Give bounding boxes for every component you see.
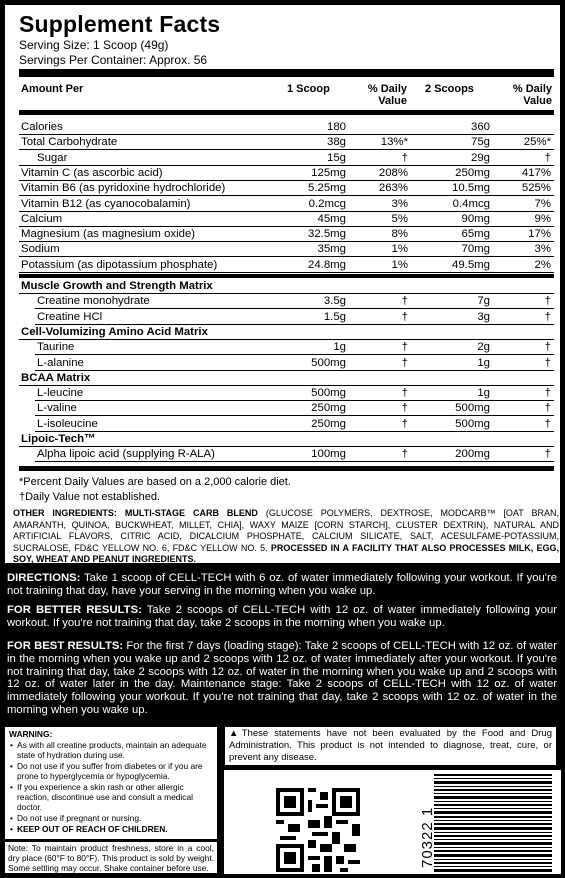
col-dv2-header: % Daily Value xyxy=(512,83,552,107)
dv-2-scoops: † xyxy=(544,448,551,461)
col-two-scoops-header: 2 Scoops xyxy=(425,83,474,95)
amount-1-scoop: 24.8mg xyxy=(308,258,346,271)
dv-2-scoops: 3% xyxy=(534,243,551,256)
dv-2-scoops: † xyxy=(544,151,551,164)
directions-paragraph: DIRECTIONS: Take 1 scoop of CELL-TECH with 6 oz. of water immediately following your workout. If you're not training that day, have your serving in the morning when you wake up. xyxy=(7,572,557,597)
dv-2-scoops: † xyxy=(544,310,551,323)
matrix-ingredient-row xyxy=(19,401,554,416)
nutrient-name: Sugar xyxy=(37,151,68,164)
ingredient-name: Creatine HCl xyxy=(37,310,103,323)
directions-block xyxy=(4,568,561,718)
matrix-ingredient-row xyxy=(19,447,554,462)
amount-1-scoop: 0.2mcg xyxy=(308,197,346,210)
dv-2-scoops: † xyxy=(544,341,551,354)
supplement-facts-panel xyxy=(4,4,561,564)
amount-2-scoops: 90mg xyxy=(461,212,490,225)
warning-title: WARNING: xyxy=(9,729,53,739)
nutrient-name: Calcium xyxy=(21,212,63,225)
dv-2-scoops: † xyxy=(544,295,551,308)
amount-2-scoops: 0.4mcg xyxy=(452,197,490,210)
dv-1-scoop: † xyxy=(401,151,408,164)
nutrient-row xyxy=(19,212,554,227)
dv-1-scoop: † xyxy=(401,417,408,430)
dv-1-scoop: 1% xyxy=(391,258,408,271)
nutrient-name: Potassium (as dipotassium phosphate) xyxy=(21,258,218,271)
amount-2-scoops: 500mg xyxy=(455,417,490,430)
amount-2-scoops: 1g xyxy=(477,387,490,400)
ingredient-name: L-isoleucine xyxy=(37,417,98,430)
top-thick-rule xyxy=(19,69,554,77)
amount-2-scoops: 1g xyxy=(477,356,490,369)
better-results-paragraph: FOR BETTER RESULTS: Take 2 scoops of CELL-TECH with 12 oz. of water immediately following your workout. If you're not training that day, take 2 scoops in the morning when you wake up. xyxy=(7,604,557,629)
amount-1-scoop: 5.25mg xyxy=(308,182,346,195)
nutrient-row xyxy=(19,181,554,196)
dv-2-scoops: 417% xyxy=(521,166,551,179)
serving-size: Serving Size: 1 Scoop (49g) xyxy=(19,38,169,52)
warning-item: • If you experience a skin rash or other allergic reaction, discontinue use and consult a medical doctor. xyxy=(9,782,213,812)
dv-1-scoop: † xyxy=(401,356,408,369)
amount-2-scoops: 200mg xyxy=(455,448,490,461)
amount-1-scoop: 250mg xyxy=(311,402,346,415)
nutrient-row xyxy=(19,227,554,242)
nutrient-name: Vitamin B12 (as cyanocobalamin) xyxy=(21,197,191,210)
amount-1-scoop: 32.5mg xyxy=(308,228,346,241)
qr-code-icon xyxy=(276,788,360,872)
servings-per-container: Servings Per Container: Approx. 56 xyxy=(19,53,208,67)
amount-1-scoop: 1g xyxy=(333,341,346,354)
amount-2-scoops: 500mg xyxy=(455,402,490,415)
matrix-title: Muscle Growth and Strength Matrix xyxy=(19,279,554,294)
dv-1-scoop: † xyxy=(401,310,408,323)
amount-1-scoop: 100mg xyxy=(311,448,346,461)
amount-1-scoop: 500mg xyxy=(311,387,346,400)
nutrient-row xyxy=(19,135,554,150)
matrix-title: Cell-Volumizing Amino Acid Matrix xyxy=(19,325,554,340)
amount-2-scoops: 65mg xyxy=(461,228,490,241)
col-dv1-header: % Daily Value xyxy=(367,83,407,107)
ingredient-name: L-valine xyxy=(37,402,77,415)
amount-2-scoops: 29g xyxy=(470,151,490,164)
amount-1-scoop: 45mg xyxy=(317,212,346,225)
amount-2-scoops: 10.5mg xyxy=(452,182,490,195)
dv-1-scoop: 3% xyxy=(391,197,408,210)
supplement-facts-title: Supplement Facts xyxy=(19,11,221,37)
dv-1-scoop: † xyxy=(401,402,408,415)
matrix-title: BCAA Matrix xyxy=(19,371,554,386)
dv-1-scoop: † xyxy=(401,341,408,354)
warning-box xyxy=(4,726,218,840)
dv-1-scoop: 13%* xyxy=(380,136,408,149)
amount-1-scoop: 3.5g xyxy=(323,295,346,308)
matrix-rule xyxy=(19,274,554,278)
fda-statement: ▲These statements have not been evaluated by the Food and Drug Administration. This product is not intended to diagnose, treat, cure, or prevent any disease. xyxy=(224,726,557,766)
amount-2-scoops: 49.5mg xyxy=(452,258,490,271)
dv-2-scoops: 25%* xyxy=(523,136,551,149)
upc-number: 70322 1 xyxy=(419,806,436,868)
amount-1-scoop: 180 xyxy=(326,121,346,133)
matrix-title: Lipoic-Tech™ xyxy=(19,432,554,447)
footnote-percent: *Percent Daily Values are based on a 2,000 calorie diet. xyxy=(19,476,291,488)
header-rule xyxy=(19,110,554,115)
nutrient-row xyxy=(19,197,554,212)
amount-2-scoops: 7g xyxy=(477,295,490,308)
dv-1-scoop: † xyxy=(401,387,408,400)
nutrient-row xyxy=(19,166,554,181)
ingredient-name: Taurine xyxy=(37,341,75,354)
dv-1-scoop: 1% xyxy=(391,243,408,256)
ingredient-name: L-leucine xyxy=(37,387,84,400)
col-one-scoop-header: 1 Scoop xyxy=(287,83,330,95)
amount-2-scoops: 70mg xyxy=(461,243,490,256)
amount-2-scoops: 2g xyxy=(477,341,490,354)
nutrient-name: Magnesium (as magnesium oxide) xyxy=(21,228,196,241)
warning-item: • Do not use if pregnant or nursing. xyxy=(9,813,213,823)
matrix-ingredient-row xyxy=(19,386,554,401)
amount-2-scoops: 360 xyxy=(470,121,490,133)
amount-1-scoop: 35mg xyxy=(317,243,346,256)
ingredient-name: Alpha lipoic acid (supplying R-ALA) xyxy=(37,448,215,461)
nutrient-name: Vitamin B6 (as pyridoxine hydrochloride) xyxy=(21,182,226,195)
dv-2-scoops: † xyxy=(544,402,551,415)
footnote-dagger: †Daily Value not established. xyxy=(19,491,161,503)
nutrient-name: Calories xyxy=(21,121,63,133)
dv-2-scoops: † xyxy=(544,387,551,400)
amount-1-scoop: 1.5g xyxy=(323,310,346,323)
matrix-ingredient-row xyxy=(19,417,554,432)
storage-note: Note: To maintain product freshness, store in a cool, dry place (60°F to 80°F). This product is sold by weight. Some settling may occur. Shake container before use. xyxy=(4,841,218,874)
dv-2-scoops: 9% xyxy=(534,212,551,225)
dv-2-scoops: 7% xyxy=(534,197,551,210)
bottom-rule xyxy=(19,466,554,471)
amount-2-scoops: 3g xyxy=(477,310,490,323)
nutrient-name: Vitamin C (as ascorbic acid) xyxy=(21,166,163,179)
dv-2-scoops: † xyxy=(544,417,551,430)
amount-per-header: Amount Per xyxy=(21,83,84,95)
amount-2-scoops: 75g xyxy=(470,136,490,149)
nutrient-row xyxy=(19,151,554,166)
matrix-ingredient-row xyxy=(19,356,554,371)
matrix-ingredient-row xyxy=(19,340,554,355)
dv-1-scoop: † xyxy=(401,295,408,308)
amount-1-scoop: 250mg xyxy=(311,417,346,430)
nutrient-name: Total Carbohydrate xyxy=(21,136,118,149)
amount-2-scoops: 250mg xyxy=(455,166,490,179)
codes-area xyxy=(224,770,561,874)
warning-item: • KEEP OUT OF REACH OF CHILDREN. xyxy=(9,824,213,834)
dv-2-scoops: † xyxy=(544,356,551,369)
amount-1-scoop: 15g xyxy=(326,151,346,164)
matrix-ingredient-row xyxy=(19,294,554,309)
dv-1-scoop: 5% xyxy=(391,212,408,225)
other-ingredients: OTHER INGREDIENTS: MULTI-STAGE CARB BLEND (GLUCOSE POLYMERS, DEXTROSE, MODCARB™ [OAT BRAN, AMARANTH, QUINOA, BUCKWHEAT, MILLET, CHIA], WAXY MAIZE [CORN STARCH], CLUSTER DEXTRIN), NATURAL AND ARTIFICIAL FLAVORS, CITRIC ACID, DICALCIUM PHOSPHATE, CALCIUM SILICATE, SALT, ACESULFAME-POTASSIUM, SUCRALOSE, FD&C YELLOW NO. 6, FD&C YELLOW NO. 5. PROCESSED IN A FACILITY THAT ALSO PROCESSES MILK, EGG, SOY, WHEAT AND PEANUT INGREDIENTS. xyxy=(13,508,559,564)
nutrient-row xyxy=(19,120,554,135)
ingredient-name: Creatine monohydrate xyxy=(37,295,150,308)
barcode-icon xyxy=(434,774,552,872)
nutrient-row xyxy=(19,242,554,257)
dv-2-scoops: 525% xyxy=(521,182,551,195)
amount-1-scoop: 125mg xyxy=(311,166,346,179)
warning-list xyxy=(9,740,213,834)
dv-1-scoop: 8% xyxy=(391,228,408,241)
dv-1-scoop: 263% xyxy=(378,182,408,195)
warning-item: • Do not use if you suffer from diabetes or if you are prone to hyperglycemia or hypoglycemia. xyxy=(9,761,213,781)
amount-1-scoop: 38g xyxy=(326,136,346,149)
matrix-ingredient-row xyxy=(19,310,554,325)
dv-2-scoops: 17% xyxy=(528,228,551,241)
warning-item: • As with all creatine products, maintain an adequate state of hydration during use. xyxy=(9,740,213,760)
dv-1-scoop: 208% xyxy=(378,166,408,179)
dv-1-scoop: † xyxy=(401,448,408,461)
nutrient-row xyxy=(19,258,554,273)
amount-1-scoop: 500mg xyxy=(311,356,346,369)
dv-2-scoops: 2% xyxy=(534,258,551,271)
nutrient-name: Sodium xyxy=(21,243,60,256)
ingredient-name: L-alanine xyxy=(37,356,84,369)
best-results-paragraph: FOR BEST RESULTS: For the first 7 days (loading stage): Take 2 scoops of CELL-TECH with 12 oz. of water in the morning when you wake up and 2 scoops with 12 oz. of water immediately after your workout. If you're not training that day, take 2 scoops with 12 oz. of water in the morning when you wake up and 2 scoops with 12 oz. of water later in the day. Maintenance stage: Take 2 scoops of CELL-TECH with 12 oz. of water immediately following your workout. If you're not training that day, take 2 scoops with 12 oz. of water in the morning when you wake up. xyxy=(7,640,557,716)
